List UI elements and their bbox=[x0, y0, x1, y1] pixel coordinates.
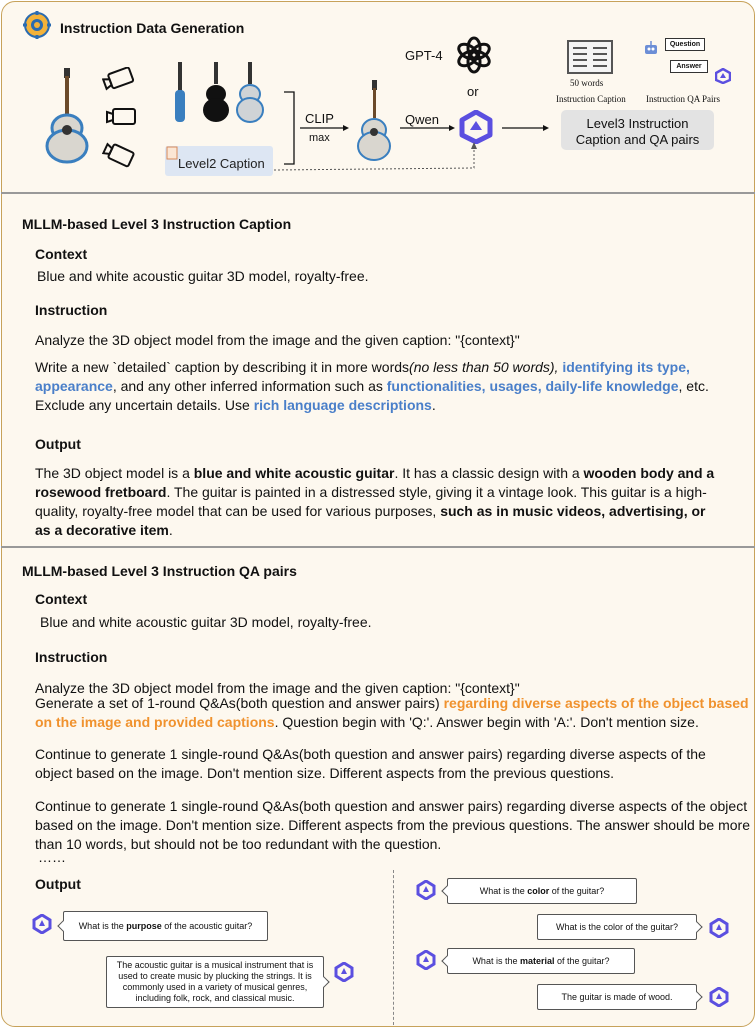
robot-icon bbox=[643, 40, 659, 56]
qwen-logo-icon bbox=[416, 880, 436, 900]
diagram-title: Instruction Data Generation bbox=[60, 20, 245, 36]
qa-instruction-paragraph3: Continue to generate 1 single-round Q&As(both question and answer pairs) regarding diverse aspects of the object based on the image. Don't mention size. Different aspects from the previous questions. The answer should be more than 10 words, but should not be too redundant with the question. bbox=[35, 798, 750, 852]
qa-output-label: Output bbox=[35, 876, 81, 892]
document-icon bbox=[166, 146, 178, 160]
arrow bbox=[298, 124, 350, 132]
document-icon bbox=[567, 40, 613, 74]
qwen-logo-icon bbox=[709, 987, 729, 1007]
guitar-image-back bbox=[200, 60, 232, 124]
caption-output-label: Output bbox=[35, 436, 81, 452]
qwen-logo-icon bbox=[715, 68, 731, 84]
gear-icon bbox=[22, 10, 52, 40]
caption-context-text: Blue and white acoustic guitar 3D model, royalty-free. bbox=[37, 268, 369, 284]
answer-bubble-purpose: The acoustic guitar is a musical instrument that is used to create music by plucking the strings. It is commonly used in a variety of musical genres, including folk, rock, and classical music. bbox=[106, 956, 324, 1008]
instruction-caption-label: Instruction Caption bbox=[556, 94, 626, 104]
question-bubble-material: What is the material of the guitar? bbox=[447, 948, 635, 974]
caption-instruction-paragraph: Write a new `detailed` caption by describing it in more words(no less than 50 words), identifying its type, appearance, and any other inferred information such as functionalities, usages, daily-life knowledge, etc. Exclude any uncertain details. Use rich language descriptions. bbox=[35, 359, 709, 413]
words-label: 50 words bbox=[570, 78, 604, 88]
qa-instruction-paragraph2: Continue to generate 1 single-round Q&As(both question and answer pairs) regarding diverse aspects of the object based on the image. Don't mention size. Different aspects from the previous questions. bbox=[35, 746, 706, 781]
qa-context-text: Blue and white acoustic guitar 3D model, royalty-free. bbox=[40, 614, 372, 630]
qa-instruction-paragraph1: Generate a set of 1-round Q&As(both question and answer pairs) regarding diverse aspects of the object based on the image and provided captions. Question begin with 'Q:'. Answer begin with 'A:'. Don't mention size. bbox=[35, 695, 749, 730]
caption-context-label: Context bbox=[35, 246, 88, 262]
guitar-image-side bbox=[168, 60, 192, 124]
answer-bubble-material: The guitar is made of wood. bbox=[537, 984, 697, 1010]
arrow bbox=[398, 124, 456, 132]
or-label: or bbox=[467, 84, 479, 99]
divider bbox=[1, 546, 755, 548]
ellipsis: …… bbox=[38, 849, 66, 865]
qwen-logo-icon bbox=[709, 918, 729, 938]
caption-output-paragraph: The 3D object model is a blue and white acoustic guitar. It has a classic design with a wooden body and a rosewood fretboard. The guitar is painted in a distressed style, giving it a vintage look. This guitar is a high-quality, royalty-free model that can be used for various purposes, such as in music videos, advertising, or as a decorative item. bbox=[35, 465, 715, 538]
qwen-label: Qwen bbox=[405, 112, 439, 127]
divider bbox=[1, 192, 755, 194]
openai-logo-icon bbox=[455, 36, 493, 74]
output-divider bbox=[393, 870, 394, 1025]
caption-instruction-label: Instruction bbox=[35, 302, 108, 318]
level2-caption-label: Level2 Caption bbox=[178, 156, 265, 171]
clip-label: CLIP bbox=[305, 111, 334, 126]
camera-icon bbox=[102, 142, 136, 168]
qwen-logo-icon bbox=[416, 950, 436, 970]
qa-section-title: MLLM-based Level 3 Instruction QA pairs bbox=[22, 563, 297, 579]
qa-instruction-label: Instruction bbox=[35, 649, 108, 665]
mini-answer-bubble: Answer bbox=[670, 60, 708, 73]
mini-question-bubble: Question bbox=[665, 38, 705, 51]
qwen-logo-icon bbox=[459, 110, 493, 144]
caption-instruction-line1: Analyze the 3D object model from the image and the given caption: "{context}" bbox=[35, 332, 520, 348]
level3-line1: Level3 Instruction bbox=[586, 116, 689, 131]
level3-line2: Caption and QA pairs bbox=[575, 132, 700, 147]
caption-section-title: MLLM-based Level 3 Instruction Caption bbox=[22, 216, 292, 232]
camera-icon bbox=[105, 106, 139, 128]
answer-bubble-color: What is the color of the guitar? bbox=[537, 914, 697, 940]
arrow bbox=[500, 124, 550, 132]
qa-context-label: Context bbox=[35, 591, 88, 607]
max-label: max bbox=[309, 132, 330, 144]
question-bubble-purpose: What is the purpose of the acoustic guitar? bbox=[63, 911, 268, 941]
qwen-logo-icon bbox=[334, 962, 354, 982]
camera-icon bbox=[102, 67, 136, 91]
qa-instruction-line1: Analyze the 3D object model from the image and the given caption: "{context}" bbox=[35, 680, 520, 696]
qwen-logo-icon bbox=[32, 914, 52, 934]
guitar-image-large bbox=[42, 66, 92, 164]
question-bubble-color: What is the color of the guitar? bbox=[447, 878, 637, 904]
guitar-image-angle bbox=[234, 60, 266, 124]
dashed-connector bbox=[272, 140, 482, 176]
gpt4-label: GPT-4 bbox=[405, 48, 443, 63]
instruction-qa-label: Instruction QA Pairs bbox=[646, 94, 720, 104]
